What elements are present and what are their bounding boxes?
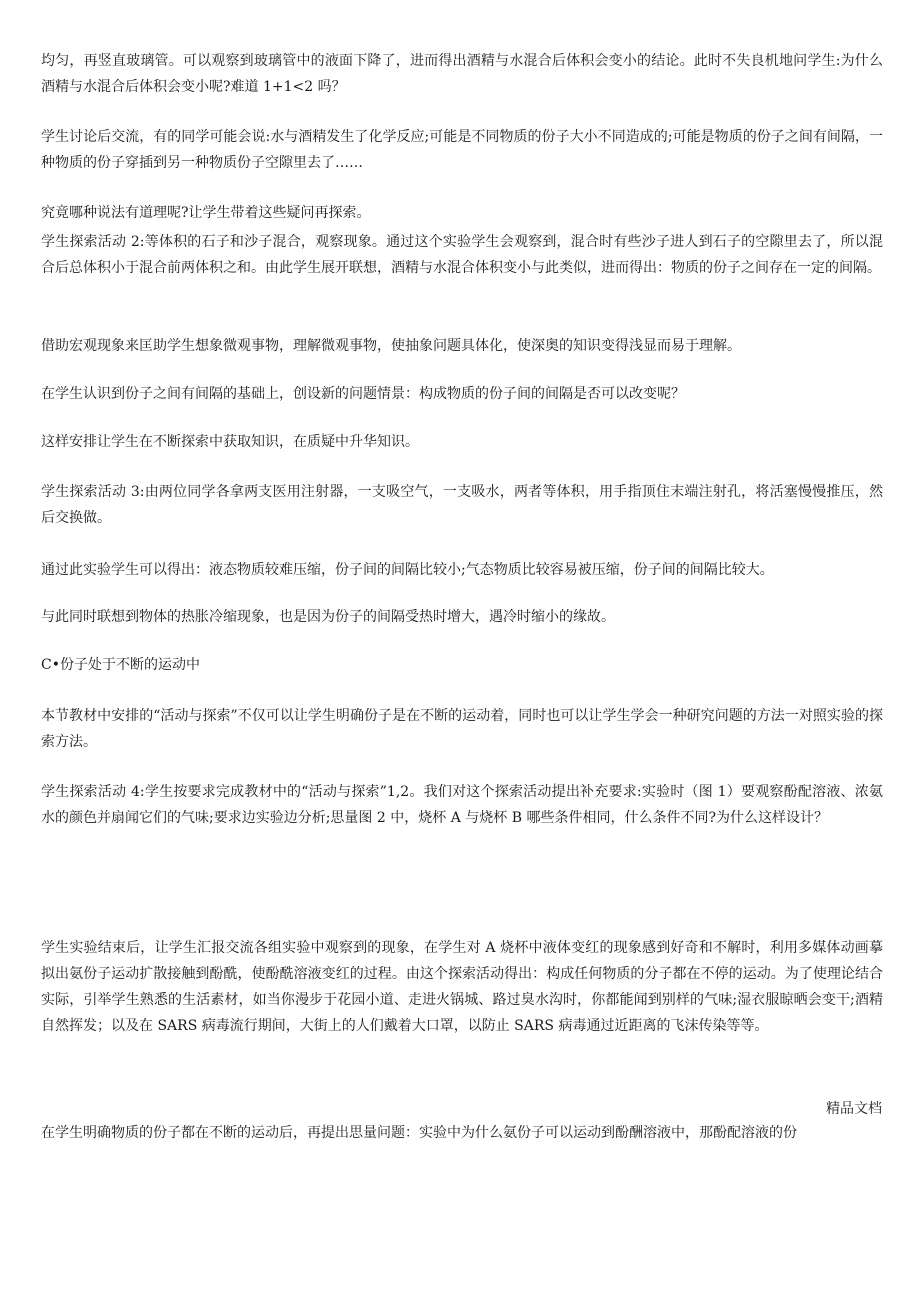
paragraph-5: 借助宏观现象来匡助学生想象微观事物，理解微观事物，使抽象问题具体化，使深奥的知识变得浅显而易于理解。	[41, 338, 741, 354]
paragraph-2: 学生讨论后交流，有的同学可能会说:水与酒精发生了化学反应;可能是不同物质的份子大小不同造成的;可能是物质的份子之间有间隔，一种物质的份子穿插到另一种物质份子空隙里去了……	[41, 129, 883, 171]
paragraph-8: 学生探索活动 3:由两位同学各拿两支医用注射器，一支吸空气，一支吸水，两者等体积，用手指顶住末端注射孔，将活塞慢慢推压，然后交换做。	[41, 484, 883, 526]
paragraph-14: 在学生明确物质的份子都在不断的运动后，再提出思量问题：实验中为什么氨份子可以运动到酚酬溶液中，那酚配溶液的份	[41, 1125, 797, 1141]
paragraph-11: 本节教材中安排的“活动与探索”不仅可以让学生明确份子是在不断的运动着，同时也可以让学生学会一种研究问题的方法一对照实验的探索方法。	[41, 708, 883, 750]
paragraph-6: 在学生认识到份子之间有间隔的基础上，创设新的问题情景：构成物质的份子间的间隔是否可以改变呢？	[41, 386, 685, 402]
section-heading: C•份子处于不断的运动中	[41, 657, 200, 673]
paragraph-4: 学生探索活动 2:等体积的石子和沙子混合，观察现象。通过这个实验学生会观察到，混合时有些沙子进人到石子的空隙里去了，所以混合后总体积小于混合前两体积之和。由此学生展开联想，酒精与水混合体积变小与此类似，进而得出：物质的份子之间存在一定的间隔。	[41, 234, 883, 276]
paragraph-10: 与此同时联想到物体的热胀冷缩现象，也是因为份子的间隔受热时增大，遇冷时缩小的缘故。	[41, 609, 615, 625]
paragraph-7: 这样安排让学生在不断探索中获取知识，在质疑中升华知识。	[41, 434, 419, 450]
paragraph-13: 学生实验结束后，让学生汇报交流各组实验中观察到的现象，在学生对 A 烧杯中液体变红的现象感到好奇和不解时，利用多媒体动画摹拟出氨份子运动扩散接触到酚酰，使酚酰溶液变红的过程。由这个探索活动得出：构成任何物质的分子都在不停的运动。为了使理论结合实际，引举学生熟悉的生活素材，如当你漫步于花园小道、走进火锅城、路过臭水沟时，你都能闻到别样的气味;湿衣服晾晒会变干;酒精自然挥发；以及在 SARS 病毒流行期间，大街上的人们戴着大口罩，以防止 SARS 病毒通过近距离的飞沫传染等等。	[41, 940, 883, 1034]
paragraph-12: 学生探索活动 4:学生按要求完成教材中的“活动与探索”1,2。我们对这个探索活动提出补充要求:实验时（图 1）要观察酚配溶液、浓氨水的颜色并扇闻它们的气味;要求边实验边分析;思量图 2 中，烧杯 A 与烧杯 B 哪些条件相同，什么条件不同?为什么这样设计？	[41, 784, 883, 826]
paragraph-1: 均匀，再竖直玻璃管。可以观察到玻璃管中的液面下降了，进而得出酒精与水混合后体积会变小的结论。此时不失良机地问学生:为什么酒精与水混合后体积会变小呢?难道 1+1<2 吗？	[41, 53, 883, 95]
footer-label: 精品文档	[826, 1101, 882, 1117]
paragraph-9: 通过此实验学生可以得出：液态物质较难压缩，份子间的间隔比较小;气态物质比较容易被压缩，份子间的间隔比较大。	[41, 562, 774, 578]
paragraph-3: 究竟哪种说法有道理呢?让学生带着这些疑问再探索。	[41, 205, 371, 221]
